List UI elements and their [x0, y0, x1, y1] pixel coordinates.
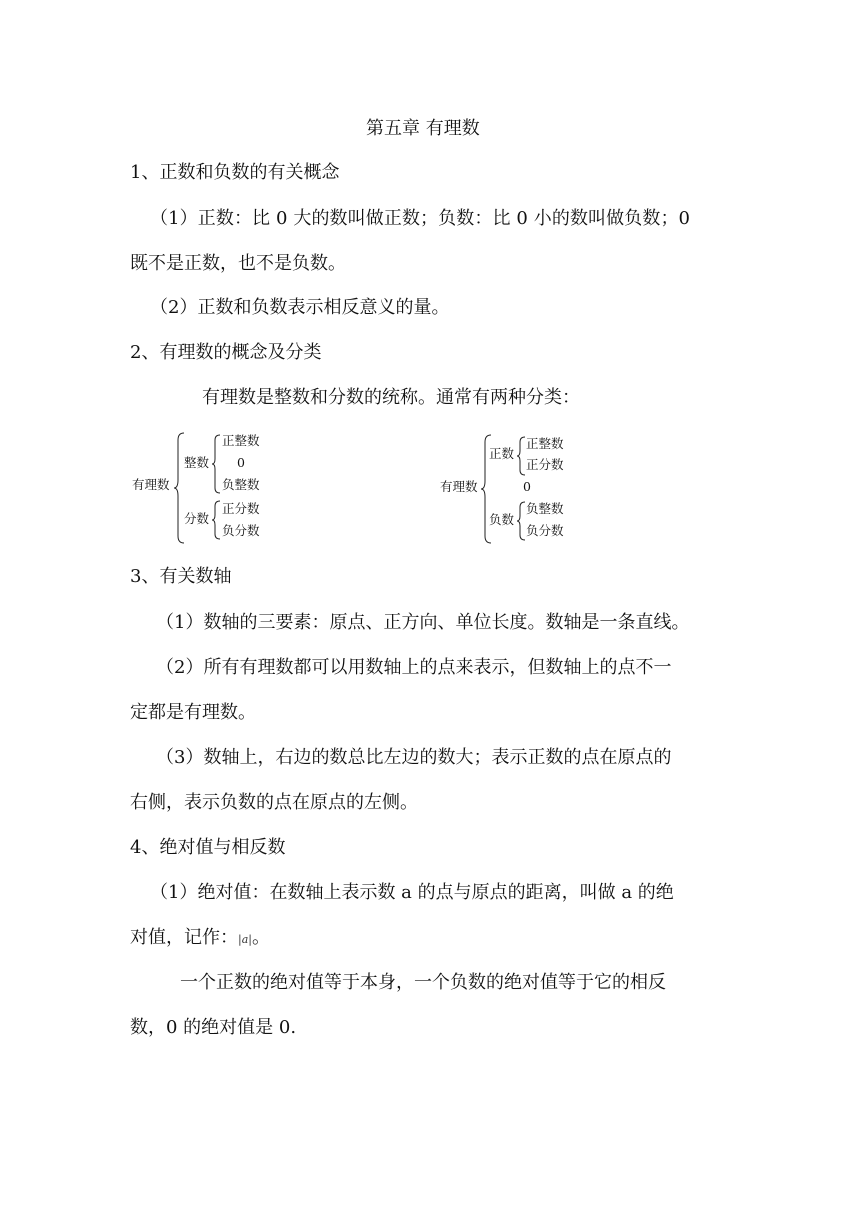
- section-3-heading: 3、有关数轴: [130, 566, 232, 587]
- cls1-group-2-brace: [212, 500, 222, 540]
- cls1-group-1-item-2: 0: [237, 455, 245, 470]
- cls1-group-1-label: 整数: [184, 455, 210, 470]
- cls2-root-label: 有理数: [440, 479, 478, 494]
- section-4-paragraph-2-line-1: 一个正数的绝对值等于本身，一个负数的绝对值等于它的相反: [180, 972, 666, 993]
- section-4-paragraph-1-line-1: （1）绝对值：在数轴上表示数 a 的点与原点的距离，叫做 a 的绝: [150, 882, 674, 903]
- cls2-zero: 0: [523, 479, 531, 494]
- cls2-group-1-label: 正数: [489, 446, 515, 461]
- section-4-paragraph-2-line-2: 数，0 的绝对值是 0.: [130, 1017, 297, 1038]
- cls1-group-1-item-3: 负整数: [222, 477, 260, 492]
- section-4-paragraph-1-line-2: [130, 927, 270, 951]
- section-3-paragraph-2-line-1: （2）所有有理数都可以用数轴上的点来表示，但数轴上的点不一: [156, 657, 672, 678]
- cls1-outer-brace: [174, 432, 186, 544]
- section-3-paragraph-2-line-2: 定都是有理数。: [130, 702, 256, 723]
- section-1-paragraph-1-line-1: （1）正数：比 0 大的数叫做正数；负数：比 0 小的数叫做负数；0: [150, 208, 691, 229]
- cls1-group-2-item-2: 负分数: [222, 523, 260, 538]
- cls2-group-1-item-1: 正整数: [526, 436, 564, 451]
- cls1-group-2-item-1: 正分数: [222, 501, 260, 516]
- section-2-intro: 有理数是整数和分数的统称。通常有两种分类：: [202, 387, 580, 408]
- cls1-group-1-brace: [212, 434, 222, 494]
- section-3-paragraph-3-line-2: 右侧，表示负数的点在原点的左侧。: [130, 792, 418, 813]
- section-3-paragraph-3-line-1: （3）数轴上，右边的数总比左边的数大；表示正数的点在原点的: [156, 747, 672, 768]
- page-title: 第五章 有理数: [366, 118, 480, 139]
- section-1-paragraph-2: （2）正数和负数表示相反意义的量。: [150, 297, 450, 318]
- cls2-group-2-item-2: 负分数: [526, 523, 564, 538]
- section-4-heading: 4、绝对值与相反数: [130, 837, 286, 858]
- section-1-paragraph-1-line-2: 既不是正数，也不是负数。: [130, 253, 346, 274]
- section-1-heading: 1、正数和负数的有关概念: [130, 162, 340, 183]
- cls1-group-1-item-1: 正整数: [222, 433, 260, 448]
- absolute-value-notation-suffix: 。: [251, 927, 270, 948]
- absolute-value-symbol: |a|: [238, 933, 252, 946]
- cls2-group-2-item-1: 负整数: [526, 501, 564, 516]
- cls1-root-label: 有理数: [132, 477, 170, 492]
- section-2-heading: 2、有理数的概念及分类: [130, 342, 322, 363]
- cls1-group-2-label: 分数: [184, 511, 210, 526]
- section-3-paragraph-1: （1）数轴的三要素：原点、正方向、单位长度。数轴是一条直线。: [156, 612, 690, 633]
- cls2-group-1-item-2: 正分数: [526, 457, 564, 472]
- absolute-value-notation-prefix: 对值，记作：: [130, 927, 238, 948]
- cls2-group-2-label: 负数: [489, 512, 515, 527]
